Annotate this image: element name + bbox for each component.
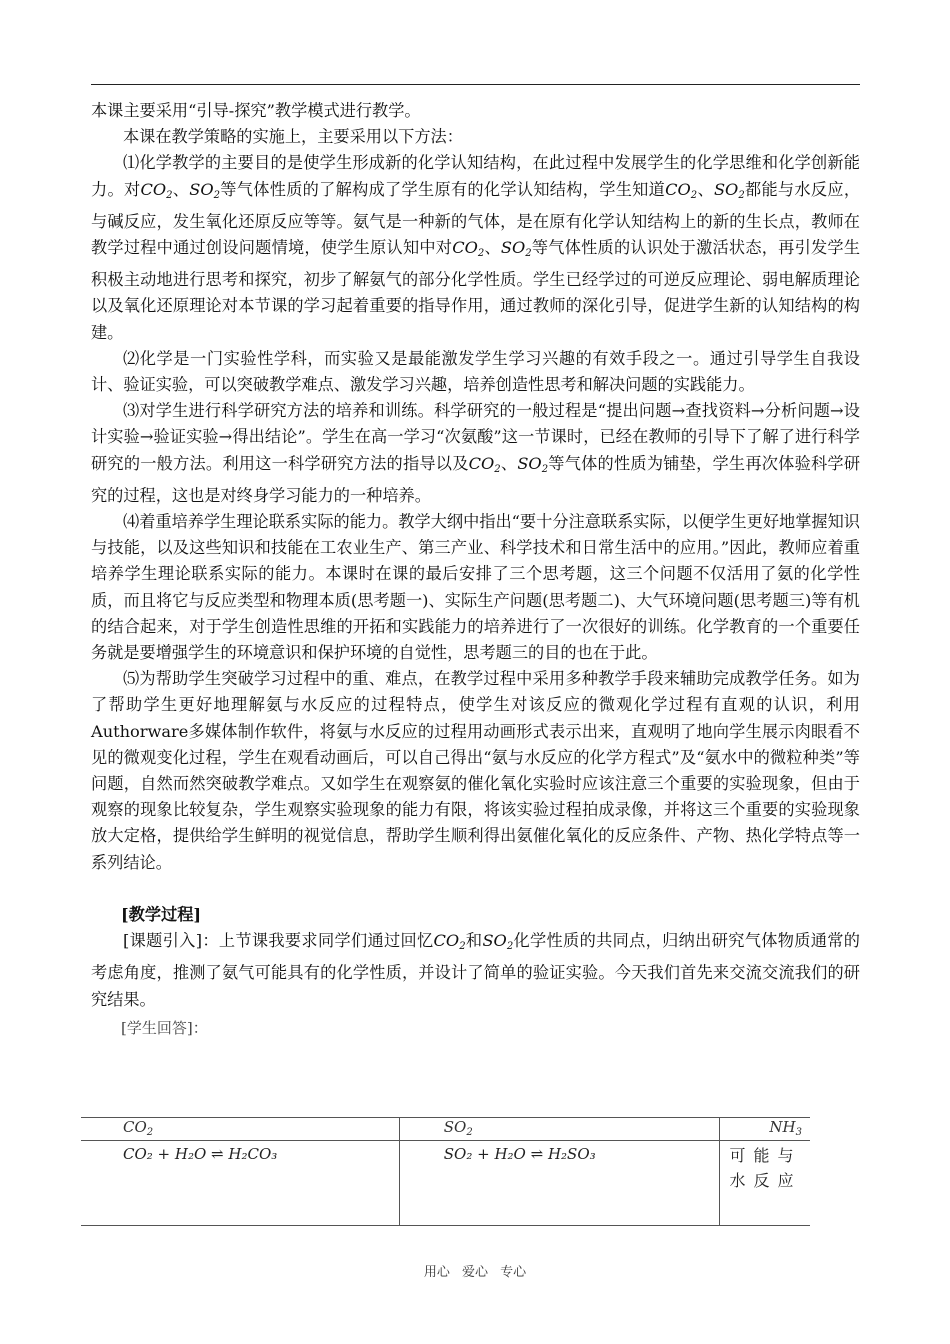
- formula-so2: $SO_2$: [500, 238, 532, 260]
- equation-co2-water: CO₂ + H₂O ⇌ H₂CO₃: [81, 1141, 399, 1226]
- paragraph-strategy-intro: 本课在教学策略的实施上，主要采用以下方法：: [123, 127, 463, 147]
- table-header-nh3: $NH_3$: [719, 1118, 810, 1141]
- formula-so2: $SO_2$: [713, 179, 745, 201]
- student-answer-label: [学生回答]：: [121, 1018, 208, 1037]
- paragraph-teaching-mode: 本课主要采用“引导-探究”教学模式进行教学。: [91, 101, 421, 120]
- paragraph-method-2: ⑵化学是一门实验性学科，而实验又是最能激发学生学习兴趣的有效手段之一。通过引导学生自我设计、验证实验，可以突破教学难点、激发学习兴趣，培养创造性思考和解决问题的实践能力。: [91, 348, 860, 395]
- nh3-water-reaction-cell: 可能与水反应: [719, 1141, 810, 1226]
- document-body: [91, 98, 860, 1041]
- formula-co2: $CO_2$: [452, 238, 485, 260]
- paragraph-method-1: ⑴化学教学的主要目的是使学生形成新的化学认知结构，在此过程中发展学生的化学思维和化学创新能力。对$CO_2$、$SO_2$等气体性质的了解构成了学生原有的化学认知结构，学生知道$CO_2$、$SO_2$都能与水反应，与碱反应，发生氧化还原反应等等。氨气是一种新的气体，是在原有化学认知结构上的新的生长点，教师在教学过程中通过创设问题情境，使学生原认知中对$CO_2$、$SO_2$等气体性质的认识处于激活状态，再引发学生积极主动地进行思考和探究，初步了解氨气的部分化学性质。学生已经学过的可逆反应理论、弱电解质理论以及氧化还原理论对本节课的学习起着重要的指导作用，通过教师的深化引导，促进学生新的认知结构的构建。: [91, 153, 861, 342]
- table-header-co2: $CO_2$: [81, 1118, 399, 1141]
- paragraph-method-4: ⑷着重培养学生理论联系实际的能力。教学大纲中指出“要十分注意联系实际，以便学生更好地掌握知识与技能，以及这些知识和技能在工农业生产、第三产业、科学技术和日常生活中的应用。”因此，教师应着重培养学生理论联系实际的能力。本课时在课的最后安排了三个思考题，这三个问题不仅活用了氨的化学性质，而且将它与反应类型和物理本质(思考题一)、实际生产问题(思考题二)、大气环境问题(思考题三)等有机的结合起来，对于学生创造性思维的开拓和实践能力的培养进行了一次很好的训练。化学教育的一个重要任务就是要增强学生的环境意识和保护环境的自觉性，思考题三的目的也在于此。: [91, 512, 860, 663]
- formula-co2: $CO_2$: [140, 179, 173, 201]
- paragraph-method-3: ⑶对学生进行科学研究方法的培养和训练。科学研究的一般过程是“提出问题→查找资料→分析问题→设计实验→验证实验→得出结论”。学生在高一学习“次氨酸”这一节课时，已经在教师的引导下了解了进行科学研究的一般方法。利用这一科学研究方法的指导以及$CO_2$、$SO_2$等气体的性质为铺垫，学生再次体验科学研究的过程，这也是对终身学习能力的一种培养。: [91, 401, 861, 505]
- formula-co2: $CO_2$: [468, 453, 501, 475]
- paragraph-topic-intro: [课题引入]：上节课我要求同学们通过回忆$CO_2$和$SO_2$化学性质的共同点，归纳出研究气体物质通常的考虑角度，推测了氨气可能具有的化学性质，并设计了简单的验证实验。今天我们首先来交流交流我们的研究结果。: [91, 931, 860, 1009]
- formula-so2: $SO_2$: [189, 179, 220, 201]
- page-footer: 用心 爱心 专心: [423, 1265, 527, 1280]
- formula-so2: $SO_2$: [517, 453, 549, 475]
- table-header-so2: $SO_2$: [399, 1118, 719, 1141]
- formula-so2: $SO_2$: [482, 931, 514, 953]
- formula-co2: $CO_2$: [665, 179, 698, 201]
- table-header-row: [81, 1118, 810, 1141]
- table-row: [81, 1141, 810, 1226]
- properties-table: [81, 1117, 810, 1226]
- equation-so2-water: SO₂ + H₂O ⇌ H₂SO₃: [399, 1141, 719, 1226]
- header-rule: [91, 84, 860, 85]
- formula-co2: $CO_2$: [433, 931, 466, 953]
- paragraph-method-5: ⑸为帮助学生突破学习过程中的重、难点，在教学过程中采用多种教学手段来辅助完成教学任务。如为了帮助学生更好地理解氨与水反应的过程特点，使学生对该反应的微观化学过程有直观的认识，利用Authorware多媒体制作软件，将氨与水反应的过程用动画形式表示出来，直观明了地向学生展示肉眼看不见的微观变化过程，学生在观看动画后，可以自己得出“氨与水反应的化学方程式”及“氨水中的微粒种类”等问题，自然而然突破教学难点。又如学生在观察氨的催化氧化实验时应该注意三个重要的实验现象，但由于观察的现象比较复杂，学生观察实验现象的能力有限，将该实验过程拍成录像，并将这三个重要的实验现象放大定格，提供给学生鲜明的视觉信息，帮助学生顺利得出氨催化氧化的反应条件、产物、热化学特点等一系列结论。: [91, 669, 860, 872]
- section-title-teaching-process: [教学过程]: [121, 904, 202, 924]
